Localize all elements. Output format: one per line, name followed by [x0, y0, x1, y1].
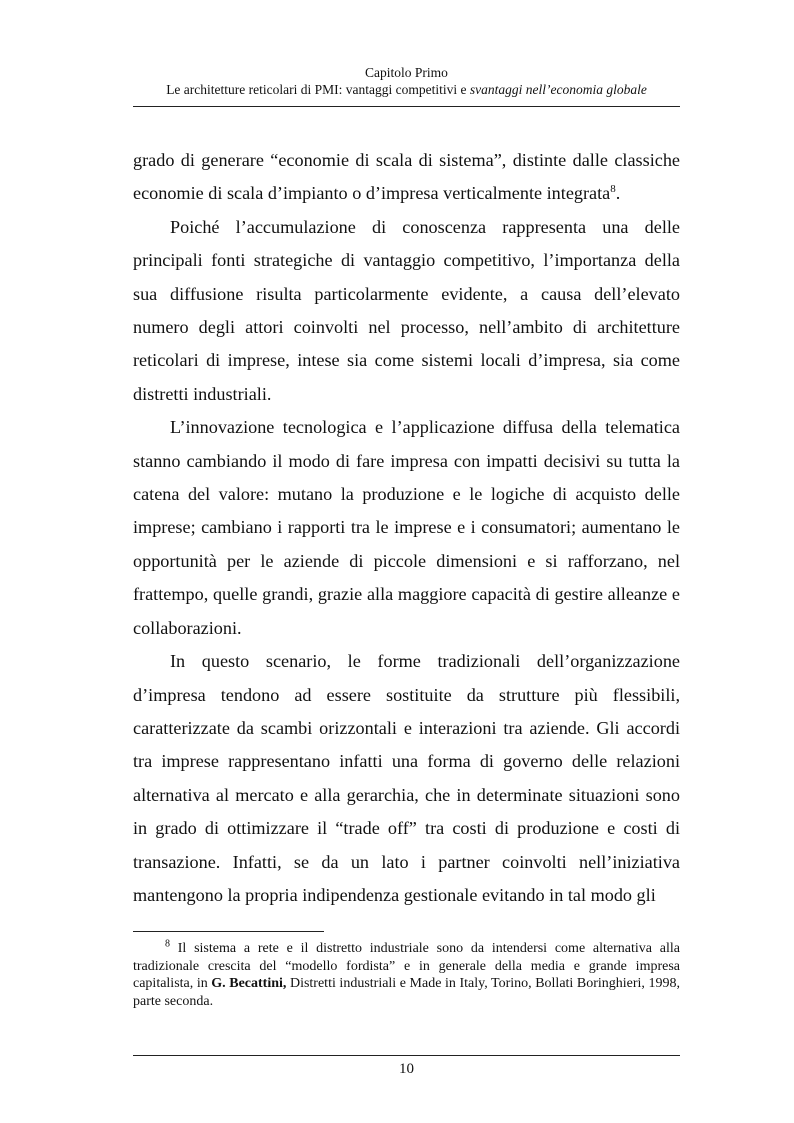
footnote-text-end: Distretti industriali e Made in Italy, Torino, Bollati Boringhieri, 1998, parte seconda. [133, 976, 680, 1009]
footnote-divider [133, 931, 324, 932]
paragraph-text-end: . [615, 183, 621, 204]
header-divider [133, 106, 680, 107]
running-header [133, 64, 680, 98]
footnote [133, 940, 680, 1010]
footer-divider [133, 1055, 680, 1056]
paragraph: In questo scenario, le forme tradizionali dell’organizzazione d’impresa tendono ad essere sostituite da strutture più flessibili, caratterizzate da scambi orizzontali e interazioni tra aziende. Gli accordi tra imprese rappresentano infatti una forma di governo delle relazioni alternativa al mercato e alla gerarchia, che in determinate situazioni sono in grado di ottimizzare il “trade off” tra costi di produzione e costi di transazione. Infatti, se da un lato i partner coinvolti nell’iniziativa mantengono la propria indipendenza gestionale evitando in tal modo gli [133, 651, 680, 905]
footnote-number: 8 [165, 938, 170, 950]
chapter-title-regular: Le architetture reticolari di PMI: vantaggi competitivi e [166, 82, 470, 97]
paragraph [133, 144, 680, 211]
footnote-author: G. Becattini, [211, 976, 287, 991]
body-text [133, 144, 680, 912]
paragraph: L’innovazione tecnologica e l’applicazione diffusa della telematica stanno cambiando il modo di fare impresa con impatti decisivi su tutta la catena del valore: mutano la produzione e le logiche di acquisto delle imprese; cambiano i rapporti tra le imprese e i consumatori; aumentano le opportunità per le aziende di piccole dimensioni e si rafforzano, nel frattempo, quelle grandi, grazie alla maggiore capacità di gestire alleanze e collaborazioni. [133, 417, 680, 638]
footnote-text: Il sistema a rete e il distretto industriale sono da intendersi come alternativa alla tradizionale crescita del “modello fordista” e in generale della media e grande impresa capitalista, in [133, 941, 680, 991]
chapter-title-italic: svantaggi nell’economia globale [469, 82, 647, 97]
paragraph-text: grado di generare “economie di scala di sistema”, distinte dalle classiche economie di scala d’impianto o d’impresa verticalmente integrata [133, 150, 680, 204]
footnote-reference[interactable]: 8 [610, 183, 616, 196]
chapter-title [133, 81, 680, 98]
document-page [133, 0, 680, 1123]
chapter-label: Capitolo Primo [365, 65, 448, 80]
paragraph: Poiché l’accumulazione di conoscenza rappresenta una delle principali fonti strategiche di vantaggio competitivo, l’importanza della sua diffusione risulta particolarmente evidente, a causa dell’elevato numero degli attori coinvolti nel processo, nell’ambito di architetture reticolari di imprese, intese sia come sistemi locali d’impresa, sia come distretti industriali. [133, 216, 680, 404]
page-number: 10 [399, 1061, 414, 1077]
